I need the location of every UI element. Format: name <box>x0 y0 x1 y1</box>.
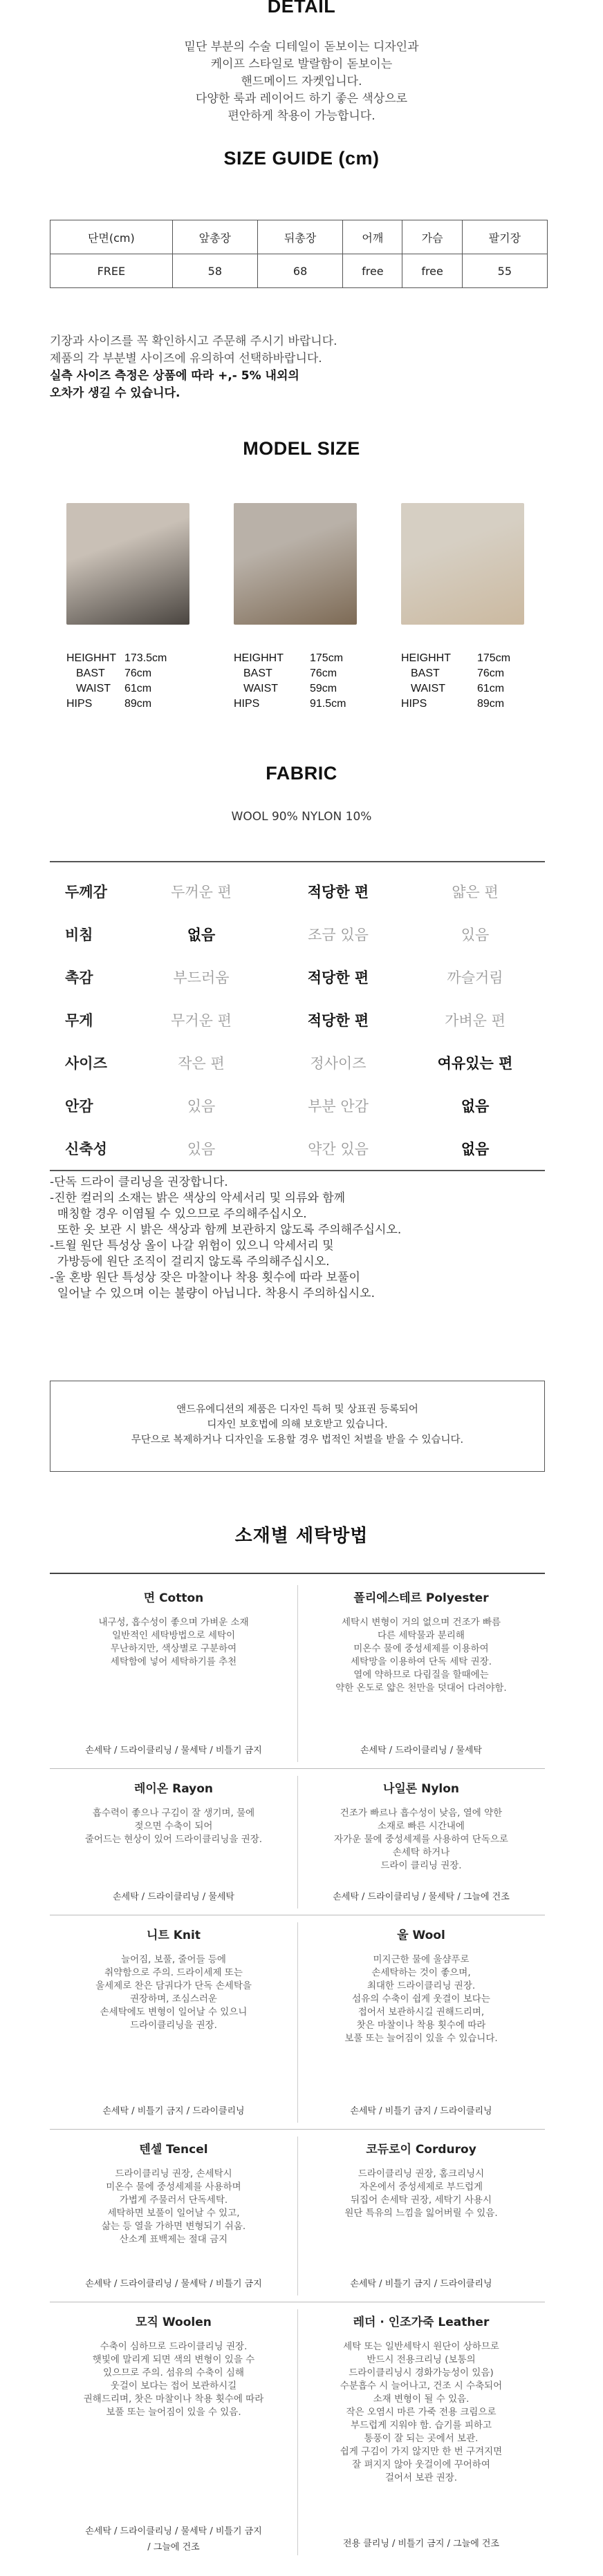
care-column-divider <box>297 1776 298 1909</box>
care-desc-line: 세탁하면 보풀이 일어날 수 있고, <box>107 2208 240 2219</box>
fabric-option: 있음 <box>461 927 490 943</box>
fabric-option-selected: 적당한 편 <box>307 1012 369 1029</box>
care-desc-line: 드라이 클리닝 권장. <box>380 1860 462 1871</box>
care-desc-line: 산소계 표백제는 절대 금지 <box>119 2234 228 2245</box>
care-method-line: 손세탁 / 비틀기 금지 / 드라이클리닝 <box>350 2106 492 2116</box>
care-desc-line: 수분흡수 시 늘어나고, 건조 시 수축되어 <box>340 2380 503 2392</box>
care-desc-line: 세탁시 변형이 거의 없으며 건조가 빠름 <box>341 1617 501 1628</box>
caution-line: 일어날 수 있으며 이는 불량이 아닙니다. 착용시 주의하십시오. <box>50 1287 375 1300</box>
model-photo <box>66 503 189 625</box>
care-item <box>50 1578 297 1769</box>
care-desc-line: 줄어드는 현상이 있어 드라이클리닝을 권장. <box>84 1834 263 1845</box>
fabric-option: 얇은 편 <box>452 884 499 900</box>
care-desc-line: 세탁망을 이용하여 단독 세탁 권장. <box>350 1656 492 1667</box>
care-top-rule <box>50 1573 545 1574</box>
care-desc-line: 부드럽게 지워야 함. 습기를 피하고 <box>350 2420 492 2431</box>
detail-line: 핸드메이드 자켓입니다. <box>241 75 362 88</box>
size-cell: 68 <box>257 254 342 288</box>
care-method-line: 손세탁 / 드라이클리닝 / 물세탁 / 비틀기 금지 <box>85 2526 262 2537</box>
care-column-divider <box>297 2137 298 2295</box>
fabric-option: 무거운 편 <box>171 1012 232 1029</box>
care-item-name: 레이온 Rayon <box>133 1782 214 1796</box>
care-desc-line: 다른 세탁물과 분리해 <box>378 1630 465 1641</box>
care-item-description <box>324 1953 519 2045</box>
fabric-option: 두꺼운 편 <box>171 884 232 900</box>
fabric-option-selected: 없음 <box>461 1141 490 1157</box>
care-desc-line: 반드시 전용크리닝 (보통의 <box>367 2354 476 2365</box>
care-item-name: 레더 · 인조가죽 Leather <box>353 2315 490 2329</box>
care-desc-line: 작은 오염시 마른 가죽 전용 크림으로 <box>346 2407 497 2418</box>
fabric-row-label: 두께감 <box>65 884 107 900</box>
care-item <box>297 2302 545 2562</box>
care-desc-line: 젖으면 수축이 되어 <box>134 1821 213 1832</box>
care-item-name: 모직 Woolen <box>136 2315 212 2329</box>
fabric-row-label: 안감 <box>65 1098 93 1115</box>
stat-value: 61cm <box>124 683 152 694</box>
model-photo <box>234 503 357 625</box>
fabric-option: 가벼운 편 <box>445 1012 505 1029</box>
care-column-divider <box>297 1585 298 1762</box>
stat-value: 173.5cm <box>124 652 167 664</box>
care-item-description <box>76 1807 271 1846</box>
fabric-option: 있음 <box>187 1141 216 1157</box>
care-method-line: 손세탁 / 드라이클리닝 / 물세탁 <box>113 1892 234 1902</box>
size-note <box>50 333 337 402</box>
care-desc-line: 접어서 보관하시길 권해드리며, <box>358 2007 485 2018</box>
fabric-row <box>50 999 545 1041</box>
fabric-option: 부분 안감 <box>308 1098 369 1115</box>
care-item-description <box>324 2340 519 2485</box>
care-item-description <box>76 2340 271 2419</box>
care-desc-line: 취약함으로 주의. 드라이세제 또는 <box>104 1967 243 1978</box>
care-item-methods <box>50 2103 297 2116</box>
stat-value: 76cm <box>124 667 152 679</box>
care-item-methods <box>297 1889 545 1902</box>
care-desc-line: 열에 약하므로 다림질을 할때에는 <box>353 1669 489 1680</box>
care-desc-line: 세탁함에 넣어 세탁하기를 추천 <box>110 1656 237 1667</box>
care-desc-line: 일반적인 세탁방법으로 세탁이 <box>111 1630 236 1641</box>
size-header-cell: 앞총장 <box>172 220 257 254</box>
model-photo <box>401 503 524 625</box>
caution-line: 또한 옷 보관 시 밝은 색상과 함께 보관하지 않도록 주의해주십시오. <box>50 1223 402 1237</box>
care-desc-line: 통풍이 잘 되는 곳에서 보관. <box>364 2433 479 2444</box>
care-item <box>50 2302 297 2562</box>
fabric-option: 까슬거림 <box>447 969 503 986</box>
care-desc-line: 소재 변형이 될 수 있음. <box>373 2394 470 2405</box>
stat-label: BAST <box>76 667 105 679</box>
size-header-cell: 팔기장 <box>462 220 547 254</box>
size-table-row <box>50 254 548 288</box>
care-desc-line: 약한 온도로 얇은 천만을 덧대어 다려야함. <box>335 1683 507 1694</box>
care-item-name: 텐셀 Tencel <box>139 2143 208 2157</box>
fabric-row <box>50 913 545 955</box>
care-desc-line: 드라이클리닝시 경화가능성이 있음) <box>349 2367 494 2378</box>
caution-line: -울 혼방 원단 특성상 잦은 마찰이나 착용 횟수에 따라 보풀이 <box>50 1271 360 1285</box>
care-desc-line: 있으므로 주의. 섬유의 수축이 심해 <box>102 2367 245 2378</box>
caution-line: 매칭할 경우 이염될 수 있으므로 주의해주십시오. <box>50 1207 307 1221</box>
care-item <box>50 2130 297 2302</box>
model-stats <box>66 651 191 712</box>
care-method-line: 손세탁 / 드라이클리닝 / 물세탁 / 비틀기 금지 <box>85 1745 262 1756</box>
care-desc-line: 웃걸이 보다는 접어 보관하시길 <box>110 2380 237 2392</box>
copyright-line: 디자인 보호법에 의해 보호받고 있습니다. <box>207 1419 388 1430</box>
care-cautions <box>50 1175 401 1302</box>
care-item <box>50 1769 297 1915</box>
stat-label: HEIGHHT <box>66 652 116 664</box>
size-note-line: 제품의 각 부분별 사이즈에 유의하여 선택하바랍니다. <box>50 352 322 366</box>
care-item <box>297 2130 545 2302</box>
care-desc-line: 건조가 빠르나 흡수성이 낮음, 열에 약한 <box>340 1808 503 1819</box>
fabric-option: 약간 있음 <box>308 1141 369 1157</box>
fabric-option-selected: 적당한 편 <box>307 969 369 986</box>
care-desc-line: 내구성, 흡수성이 좋으며 가벼운 소재 <box>98 1617 249 1628</box>
care-item-name: 면 Cotton <box>143 1591 204 1605</box>
size-header-cell: 어깨 <box>343 220 402 254</box>
care-desc-line: 소재로 빠른 시간내에 <box>378 1821 465 1832</box>
care-item <box>297 1769 545 1915</box>
stat-value: 175cm <box>477 652 511 664</box>
care-desc-line: 흡수력이 좋으나 구김이 잘 생기며, 물에 <box>92 1808 255 1819</box>
care-desc-line: 미지근한 물에 울샴푸로 <box>373 1954 470 1965</box>
care-desc-line: 햇빛에 말리게 되면 색의 변형이 있을 수 <box>92 2354 255 2365</box>
fabric-bottom-rule <box>50 1170 545 1171</box>
size-header-cell: 뒤총장 <box>257 220 342 254</box>
care-method-line: 손세탁 / 드라이클리닝 / 물세탁 / 비틀기 금지 <box>85 2279 262 2289</box>
stat-label: WAIST <box>76 683 111 694</box>
copyright-line: 무단으로 복제하거나 디자인을 도용할 경우 법적인 처벌을 받을 수 있습니다. <box>131 1434 464 1446</box>
care-method-line: 손세탁 / 드라이클리닝 / 물세탁 / 그늘에 건조 <box>333 1892 510 1902</box>
care-item-methods <box>50 1889 297 1902</box>
fabric-option: 부드러움 <box>173 969 230 986</box>
fabric-row <box>50 871 545 912</box>
detail-line: 케이프 스타일로 발랄함이 돋보이는 <box>210 57 393 71</box>
stat-value: 89cm <box>124 698 152 710</box>
size-header-cell: 가슴 <box>402 220 462 254</box>
model-card <box>234 503 358 712</box>
fabric-option: 정사이즈 <box>310 1055 367 1072</box>
care-desc-line: 걸어서 보관 권장. <box>384 2472 458 2483</box>
copyright-notice <box>50 1381 545 1472</box>
care-desc-line: 무난하지만, 색상별로 구분하여 <box>110 1643 237 1654</box>
size-cell: FREE <box>50 254 173 288</box>
care-desc-line: 삶는 등 열을 가하면 변형되기 쉬움. <box>101 2221 246 2232</box>
caution-line: -트윌 원단 특성상 올이 나갈 위험이 있으니 악세서리 및 <box>50 1239 334 1253</box>
size-cell: 58 <box>172 254 257 288</box>
fabric-title: FABRIC <box>266 763 337 784</box>
care-desc-line: 보풀 또는 늘어짐이 있을 수 있음. <box>106 2407 241 2418</box>
care-item-description <box>76 1616 271 1669</box>
detail-title: DETAIL <box>267 0 336 17</box>
care-desc-line: 미온수 물에 중성세제를 사용하며 <box>106 2181 241 2193</box>
care-item-methods <box>50 1743 297 1756</box>
stat-label: HEIGHHT <box>401 652 451 664</box>
model-stats <box>234 651 358 712</box>
care-item-description <box>324 1807 519 1873</box>
fabric-row <box>50 1128 545 1169</box>
care-item-methods <box>297 1743 545 1756</box>
care-desc-line: 손세탁하는 것이 좋으며, <box>371 1967 471 1978</box>
care-desc-line: 가볍게 주물러서 단독세탁. <box>119 2195 228 2206</box>
care-row-divider <box>50 1768 545 1769</box>
fabric-row-label: 촉감 <box>65 969 93 986</box>
care-desc-line: 원단 특유의 느낌을 잃어버릴 수 있음. <box>344 2208 498 2219</box>
care-method-line: 손세탁 / 비틀기 금지 / 드라이클리닝 <box>102 2106 245 2116</box>
care-desc-line: 드라이클리닝을 권장. <box>130 2020 217 2031</box>
model-card <box>66 503 191 712</box>
stat-label: BAST <box>243 667 272 679</box>
care-method-line: / 그늘에 건조 <box>147 2542 200 2553</box>
care-method-line: 손세탁 / 비틀기 금지 / 드라이클리닝 <box>350 2279 492 2289</box>
care-item-description <box>76 2168 271 2246</box>
care-item-methods <box>297 2536 545 2549</box>
care-desc-line: 자가운 물에 중성세제를 사용하여 단독으로 <box>334 1834 508 1845</box>
care-item-description <box>324 2168 519 2220</box>
fabric-row-label: 신축성 <box>65 1141 107 1157</box>
caution-line: 가방등에 원단 조직이 걸리지 않도록 주의해주십시오. <box>50 1255 330 1269</box>
size-table-header <box>50 220 548 254</box>
fabric-option-selected: 적당한 편 <box>307 884 369 900</box>
care-item-methods <box>50 2523 297 2553</box>
care-desc-line: 늘어짐, 보풀, 줄어들 등에 <box>121 1954 226 1965</box>
fabric-option-selected: 없음 <box>461 1098 490 1115</box>
care-desc-line: 세탁 또는 일반세탁시 원단이 상하므로 <box>343 2341 499 2352</box>
model-stats <box>401 651 526 712</box>
fabric-row <box>50 1085 545 1126</box>
care-desc-line: 드라이클리닝 권장, 홈크리닝시 <box>358 2168 485 2179</box>
care-method-line: 손세탁 / 드라이클리닝 / 물세탁 <box>360 1745 482 1756</box>
stat-label: HIPS <box>401 698 427 710</box>
size-table <box>50 220 548 288</box>
fabric-row-label: 사이즈 <box>65 1055 107 1072</box>
care-desc-line: 손세탁에도 변형이 일어날 수 있으니 <box>100 2007 248 2018</box>
care-desc-line: 권해드리며, 찻은 마찰이나 착용 횟수에 따라 <box>83 2394 264 2405</box>
model-card <box>401 503 526 712</box>
care-item-methods <box>297 2276 545 2289</box>
stat-value: 76cm <box>310 667 337 679</box>
care-item <box>297 1578 545 1769</box>
fabric-option-selected: 여유있는 편 <box>437 1055 513 1072</box>
detail-line: 다양한 룩과 레이어드 하기 좋은 색상으로 <box>195 92 408 106</box>
care-item-methods <box>50 2276 297 2289</box>
care-desc-line: 잘 펴지지 않아 웃걸이에 꾸어하여 <box>352 2459 490 2470</box>
care-desc-line: 보풀 또는 늘어짐이 있을 수 있습니다. <box>344 2033 498 2044</box>
care-desc-line: 쉽게 구김이 가지 않지만 한 번 구겨지면 <box>340 2446 503 2457</box>
stat-value: 91.5cm <box>310 698 346 710</box>
stat-value: 175cm <box>310 652 344 664</box>
copyright-line: 앤드유에디션의 제품은 디자인 특허 및 상표권 등록되어 <box>176 1404 418 1415</box>
fabric-top-rule <box>50 861 545 862</box>
care-method-line: 전용 클리닝 / 비틀기 금지 / 그늘에 건조 <box>342 2539 500 2549</box>
care-desc-line: 찻은 마찰이나 착용 횟수에 따라 <box>356 2020 486 2031</box>
care-item-name: 니트 Knit <box>147 1929 201 1942</box>
fabric-option-selected: 없음 <box>187 927 216 943</box>
fabric-option: 조금 있음 <box>308 927 369 943</box>
stat-value: 76cm <box>477 667 505 679</box>
size-cell: free <box>343 254 402 288</box>
care-column-divider <box>297 1922 298 2123</box>
care-item-description <box>324 1616 519 1695</box>
stat-label: HIPS <box>234 698 260 710</box>
fabric-row-label: 비침 <box>65 927 93 943</box>
detail-description <box>0 39 603 125</box>
stat-value: 61cm <box>477 683 505 694</box>
fabric-composition: WOOL 90% NYLON 10% <box>231 810 372 824</box>
care-column-divider <box>297 2309 298 2555</box>
care-item-methods <box>297 2103 545 2116</box>
model-size-title: MODEL SIZE <box>243 438 360 459</box>
size-cell: 55 <box>462 254 547 288</box>
size-guide-title: SIZE GUIDE (cm) <box>223 148 380 169</box>
stat-value: 89cm <box>477 698 505 710</box>
care-item-name: 나일론 Nylon <box>382 1782 460 1796</box>
care-item <box>297 1915 545 2130</box>
fabric-row-label: 무게 <box>65 1012 93 1029</box>
size-note-bold-line: 실측 사이즈 측정은 상품에 따라 +,- 5% 내외의 <box>50 369 299 383</box>
care-desc-line: 권장하며, 조심스러운 <box>130 1993 217 2005</box>
stat-label: WAIST <box>411 683 446 694</box>
fabric-row <box>50 956 545 998</box>
care-desc-line: 뒤집어 손세탁 권장, 세탁기 사용시 <box>350 2195 492 2206</box>
care-item-description <box>76 1953 271 2032</box>
stat-label: HEIGHHT <box>234 652 284 664</box>
care-desc-line: 최대한 드라이클리닝 권장. <box>367 1980 476 1991</box>
detail-line: 밑단 부분의 수술 디테일이 돋보이는 디자인과 <box>184 40 419 54</box>
care-desc-line: 수축이 심하므로 드라이클리닝 권장. <box>100 2341 248 2352</box>
fabric-option: 작은 편 <box>178 1055 225 1072</box>
caution-line: -단독 드라이 클리닝을 권장합니다. <box>50 1175 228 1189</box>
stat-label: WAIST <box>243 683 279 694</box>
size-note-line: 기장과 사이즈를 꼭 확인하시고 주문해 주시기 바랍니다. <box>50 334 337 348</box>
caution-line: -진한 컬러의 소재는 밝은 색상의 악세서리 및 의류와 함께 <box>50 1191 346 1205</box>
fabric-option: 있음 <box>187 1098 216 1115</box>
care-desc-line: 드라이클리닝 권장, 손세탁시 <box>115 2168 232 2179</box>
care-item <box>50 1915 297 2130</box>
stat-value: 59cm <box>310 683 337 694</box>
care-desc-line: 섬유의 수축이 쉽게 웃결이 보다는 <box>352 1993 490 2005</box>
care-row-divider <box>50 2129 545 2130</box>
fabric-row <box>50 1042 545 1083</box>
stat-label: HIPS <box>66 698 93 710</box>
care-item-name: 폴리에스테르 Polyester <box>353 1591 489 1605</box>
care-desc-line: 손세탁 하거나 <box>392 1847 450 1858</box>
care-title: 소재별 세탁방법 <box>234 1526 369 1546</box>
care-item-name: 코듀로이 Corduroy <box>366 2143 476 2157</box>
care-desc-line: 자온에서 중성세제로 부드럽게 <box>359 2181 483 2193</box>
care-desc-line: 울세제로 찬은 담궈다가 단독 손세탁을 <box>95 1980 252 1991</box>
size-cell: free <box>402 254 462 288</box>
stat-label: BAST <box>411 667 440 679</box>
size-note-bold-line: 오차가 생길 수 있습니다. <box>50 386 180 400</box>
care-item-name: 울 Wool <box>397 1929 445 1942</box>
detail-line: 편안하게 착용이 가능합니다. <box>228 109 375 123</box>
care-desc-line: 미온수 물에 중성세제를 이용하여 <box>353 1643 489 1654</box>
size-header-cell: 단면(cm) <box>50 220 173 254</box>
